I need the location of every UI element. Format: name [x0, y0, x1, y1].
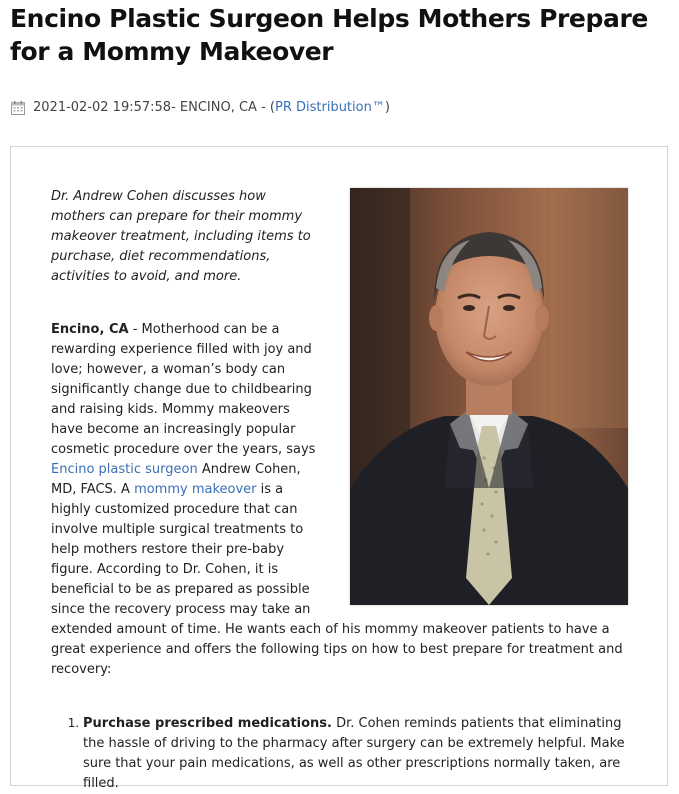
location-text: - ENCINO, CA - ( [171, 100, 275, 115]
source-close: ) [384, 100, 390, 115]
article-summary: Dr. Andrew Cohen discusses how mothers can prepare for their mommy makeover treatment, including items to purchase, diet recommendations, activities to avoid, and more. [51, 189, 311, 284]
article-body [51, 320, 641, 680]
body-text-1: - Motherhood can be a rewarding experience filled with joy and love; however, a woman’s body can significantly change due to childbearing and raising kids. Mommy makeovers have become an increasingly popular cosmetic procedure over the years, says [51, 322, 316, 457]
body-text-2: Andrew Cohen, MD, FACS. A [51, 462, 301, 497]
publish-date: 2021-02-02 19:57:58 [33, 100, 172, 115]
article-card [10, 146, 668, 791]
mommy-makeover-link[interactable]: mommy makeover [134, 482, 257, 497]
encino-plastic-surgeon-link[interactable]: Encino plastic surgeon [51, 462, 198, 477]
article-meta [10, 99, 390, 117]
tips-list [51, 713, 641, 794]
list-item [83, 713, 641, 794]
source-link[interactable]: PR Distribution™ [274, 100, 385, 115]
calendar-icon [10, 100, 26, 116]
body-wrapped-column [51, 320, 319, 620]
article-title: Encino Plastic Surgeon Helps Mothers Prepare for a Mommy Makeover [10, 4, 648, 66]
body-text-4: extended amount of time. He wants each of his mommy makeover patients to have a great experience and offers the following tips on how to best prepare for treatment and recovery: [51, 622, 623, 677]
dateline: Encino, CA [51, 322, 129, 337]
tip-text: Dr. Cohen reminds patients that eliminating the hassle of driving to the pharmacy after surgery can be extremely helpful. Make sure that your pain medications, as well as other prescriptions normally taken, are filled. [83, 716, 625, 791]
body-text-3: is a highly customized procedure that can involve multiple surgical treatments to help mothers restore their pre-baby figure. According to Dr. Cohen, it is beneficial to be as prepared as possible since the recovery process may take an [51, 482, 311, 617]
tip-heading: Purchase prescribed medications. [83, 716, 332, 731]
